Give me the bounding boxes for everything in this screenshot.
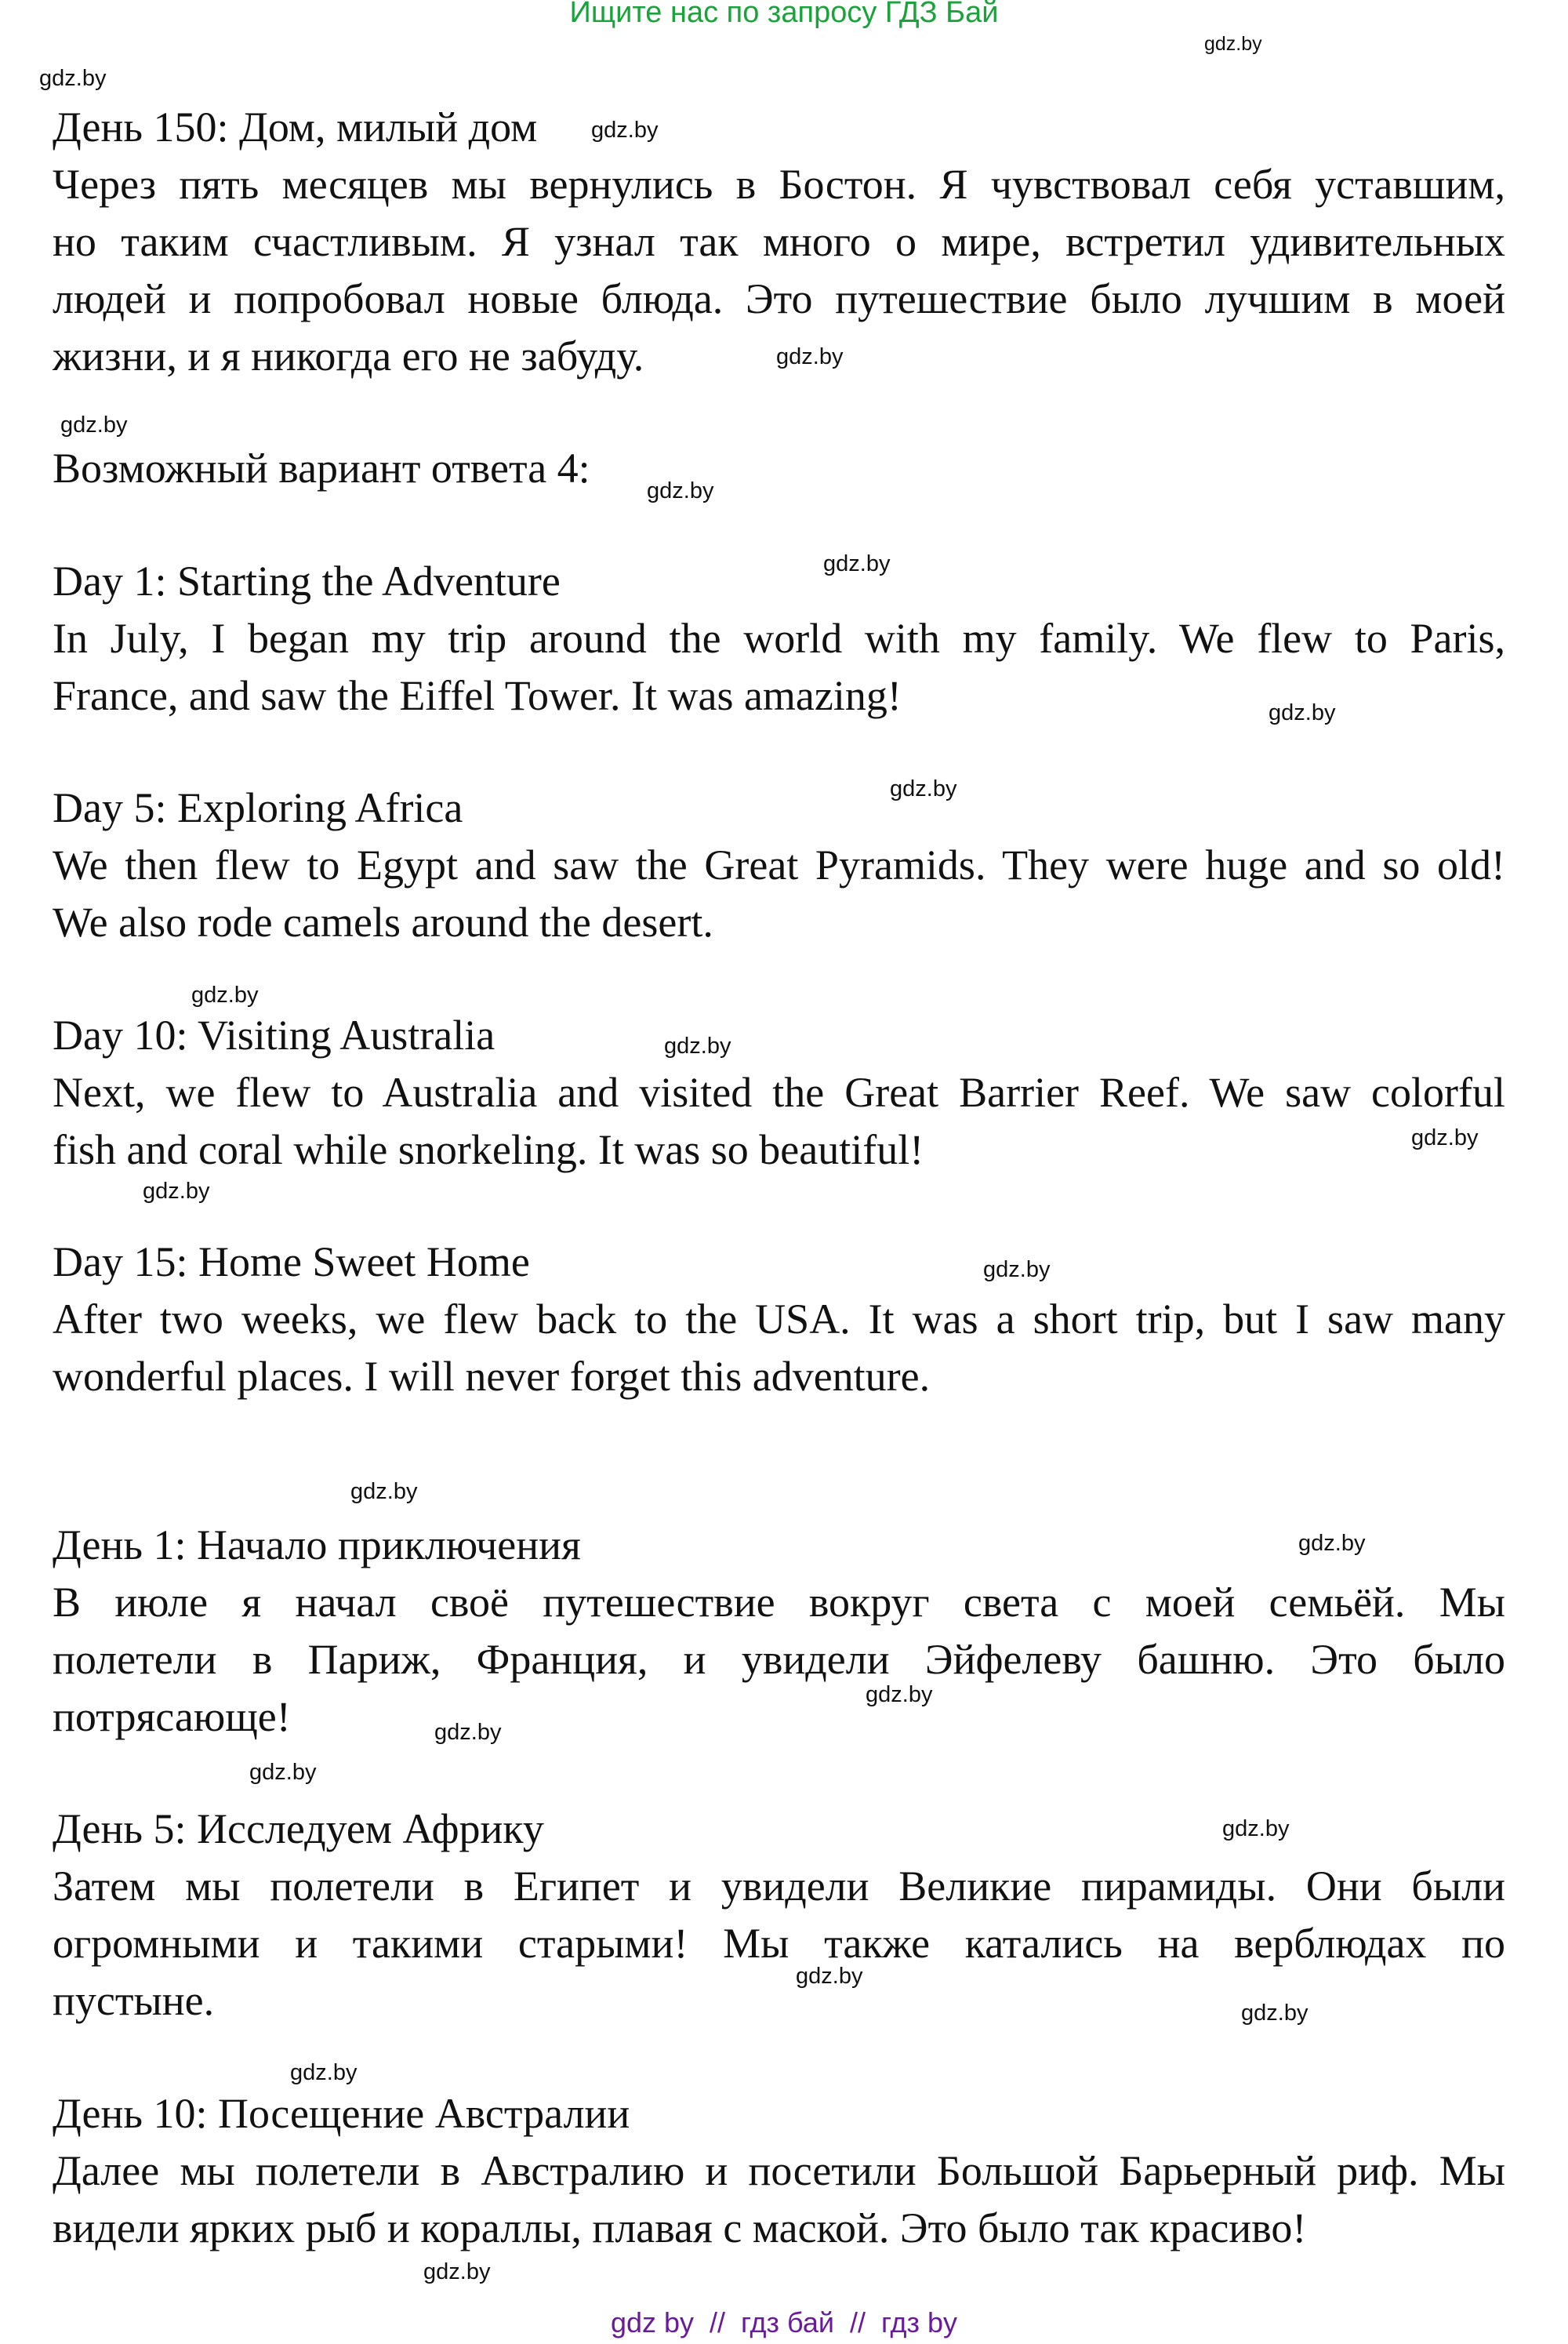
- watermark: gdz.by: [1204, 33, 1262, 55]
- text-line: We then flew to Egypt and saw the Great Pyramids. They were huge and so old!: [53, 841, 1505, 889]
- text-line: We also rode camels around the desert.: [53, 899, 713, 946]
- watermark: gdz.by: [823, 551, 891, 576]
- watermark: gdz.by: [647, 478, 714, 503]
- text-line: видели ярких рыб и кораллы, плавая с маской. Это было так красиво!: [53, 2204, 1307, 2251]
- watermark: gdz.by: [776, 344, 844, 369]
- text-line: пустыне.: [53, 1977, 215, 2024]
- section-title: Day 1: Starting the Adventure: [53, 558, 561, 605]
- section-title: Day 15: Home Sweet Home: [53, 1238, 530, 1285]
- text-line: fish and coral while snorkeling. It was so beautiful!: [53, 1126, 924, 1173]
- text-line: полетели в Париж, Франция, и увидели Эйфелеву башню. Это было: [53, 1636, 1505, 1683]
- watermark: gdz.by: [1241, 2001, 1308, 2026]
- section-title: День 1: Начало приключения: [53, 1521, 581, 1568]
- watermark: gdz.by: [290, 2060, 358, 2085]
- watermark: gdz.by: [866, 1682, 933, 1707]
- watermark: gdz.by: [983, 1257, 1051, 1282]
- text-line: Next, we flew to Australia and visited the Great Barrier Reef. We saw colorful: [53, 1069, 1505, 1116]
- watermark: gdz.by: [591, 118, 659, 143]
- footer-links[interactable]: gdz by // гдз бай // гдз by: [610, 2306, 958, 2339]
- section-title: День 150: Дом, милый дом: [53, 104, 538, 151]
- header-banner[interactable]: Ищите нас по запросу ГДЗ Бай: [569, 0, 999, 29]
- watermark: gdz.by: [434, 1720, 502, 1745]
- watermark: gdz.by: [60, 412, 128, 438]
- text-line: жизни, и я никогда его не забуду.: [53, 333, 644, 380]
- watermark: gdz.by: [796, 1964, 863, 1989]
- watermark: gdz.by: [1269, 700, 1336, 725]
- text-line: огромными и такими старыми! Мы также катались на верблюдах по: [53, 1920, 1505, 1967]
- watermark: gdz.by: [1222, 1816, 1290, 1841]
- text-line: Далее мы полетели в Австралию и посетили Большой Барьерный риф. Мы: [53, 2147, 1505, 2194]
- watermark: gdz.by: [890, 776, 957, 801]
- text-line: In July, I began my trip around the world with my family. We flew to Paris,: [53, 615, 1505, 662]
- text-line: Через пять месяцев мы вернулись в Бостон. Я чувствовал себя уставшим,: [53, 161, 1505, 208]
- text-line: wonderful places. I will never forget this adventure.: [53, 1353, 931, 1400]
- watermark: gdz.by: [1411, 1125, 1479, 1150]
- watermark: gdz.by: [143, 1179, 210, 1204]
- watermark: gdz.by: [423, 2259, 491, 2284]
- text-line: France, and saw the Eiffel Tower. It was amazing!: [53, 672, 902, 719]
- section-title: День 5: Исследуем Африку: [53, 1805, 544, 1852]
- answer-label: Возможный вариант ответа 4:: [53, 445, 590, 492]
- text-line: Затем мы полетели в Египет и увидели Великие пирамиды. Они были: [53, 1862, 1505, 1910]
- watermark: gdz.by: [39, 66, 107, 91]
- text-line: людей и попробовал новые блюда. Это путешествие было лучшим в моей: [53, 275, 1505, 322]
- watermark: gdz.by: [1298, 1531, 1366, 1556]
- text-line: After two weeks, we flew back to the USA. It was a short trip, but I saw many: [53, 1296, 1505, 1343]
- watermark: gdz.by: [249, 1760, 317, 1785]
- text-line: В июле я начал своё путешествие вокруг света с моей семьёй. Мы: [53, 1579, 1505, 1626]
- section-title: Day 5: Exploring Africa: [53, 784, 463, 831]
- text-line: но таким счастливым. Я узнал так много о мире, встретил удивительных: [53, 218, 1505, 265]
- watermark: gdz.by: [191, 983, 259, 1008]
- watermark: gdz.by: [664, 1034, 731, 1059]
- text-line: потрясающе!: [53, 1693, 291, 1740]
- section-title: День 10: Посещение Австралии: [53, 2090, 630, 2137]
- section-title: Day 10: Visiting Australia: [53, 1012, 495, 1059]
- watermark: gdz.by: [350, 1479, 418, 1504]
